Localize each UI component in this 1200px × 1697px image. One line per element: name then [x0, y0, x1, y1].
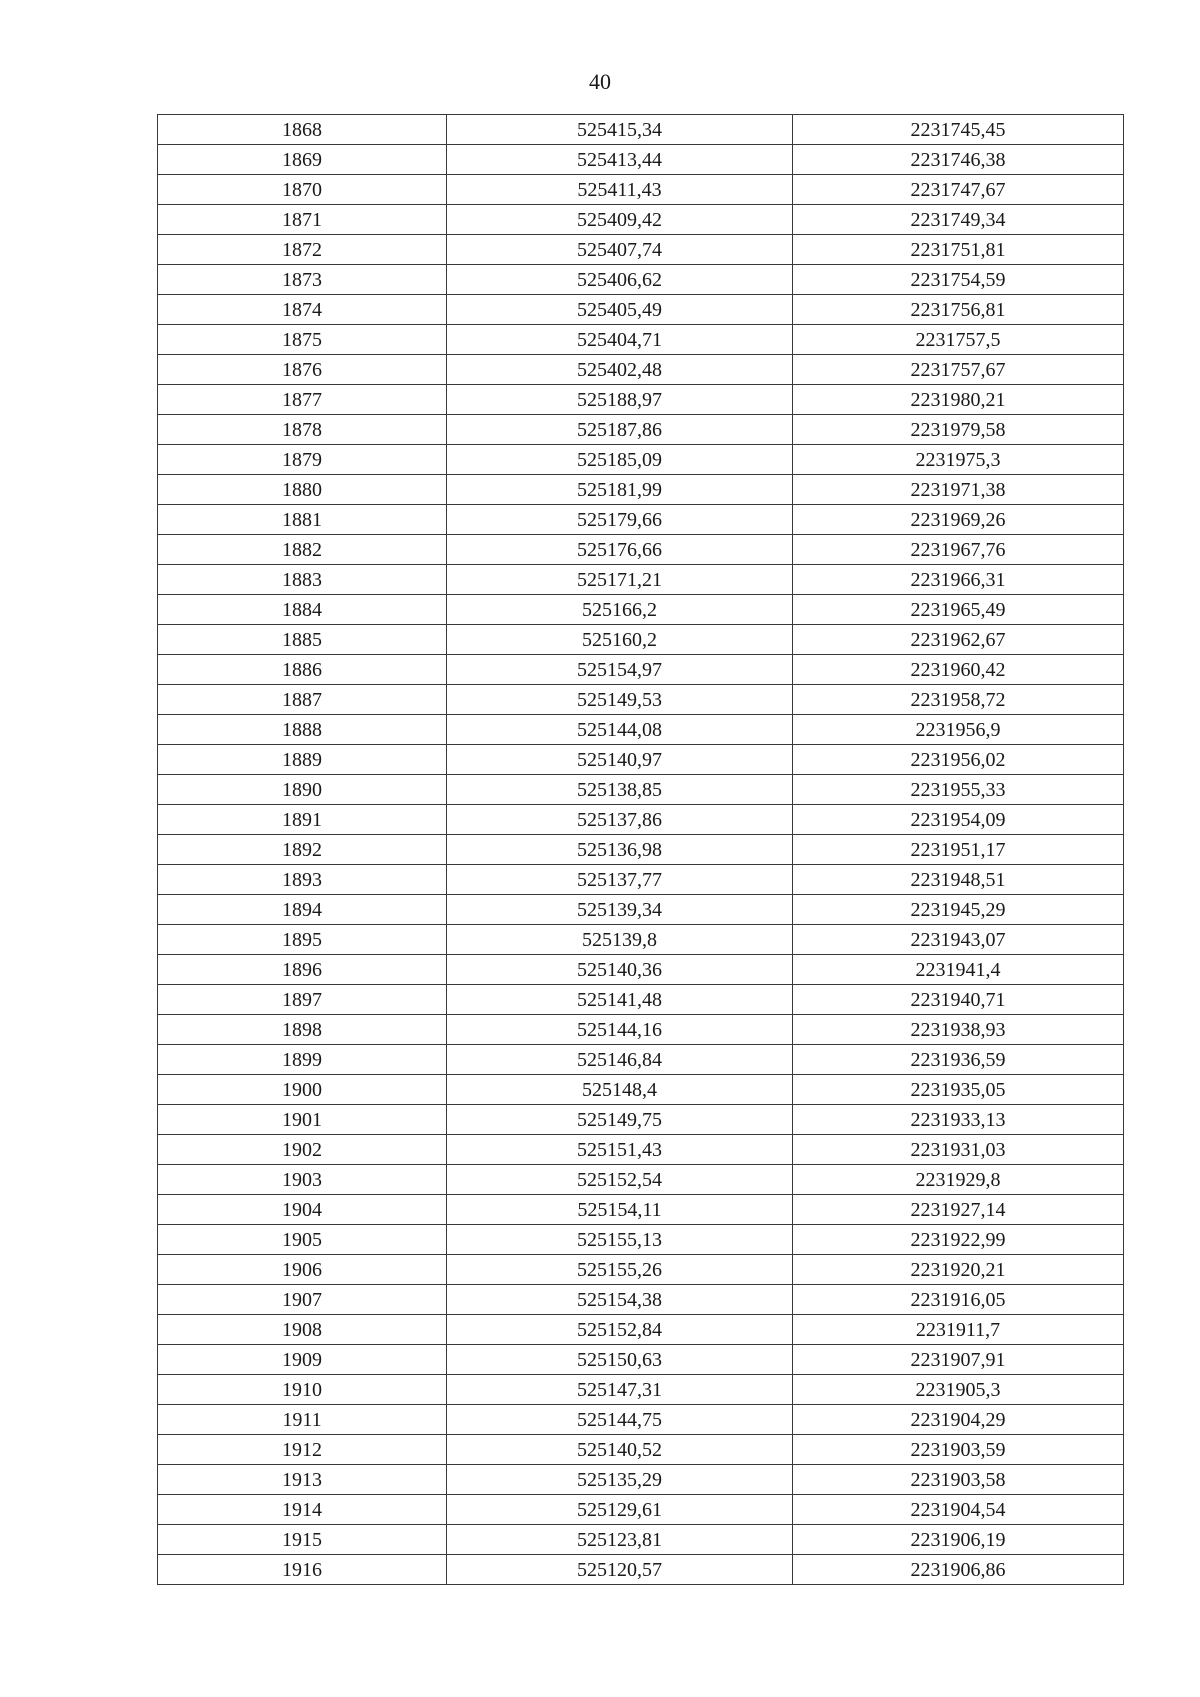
x-coordinate-cell: 525404,71 — [447, 325, 793, 355]
table-row — [158, 805, 1124, 835]
table-row — [158, 865, 1124, 895]
x-coordinate-cell: 525149,53 — [447, 685, 793, 715]
x-coordinate-cell: 525123,81 — [447, 1525, 793, 1555]
y-coordinate-cell: 2231941,4 — [793, 955, 1124, 985]
point-number-cell: 1868 — [158, 115, 447, 145]
y-coordinate-cell: 2231980,21 — [793, 385, 1124, 415]
page-number: 40 — [589, 69, 611, 94]
point-number-cell: 1887 — [158, 685, 447, 715]
point-number-cell: 1876 — [158, 355, 447, 385]
y-coordinate-cell: 2231931,03 — [793, 1135, 1124, 1165]
y-coordinate-cell: 2231927,14 — [793, 1195, 1124, 1225]
table-row — [158, 595, 1124, 625]
table-row — [158, 685, 1124, 715]
table-row — [158, 265, 1124, 295]
x-coordinate-cell: 525152,84 — [447, 1315, 793, 1345]
point-number-cell: 1899 — [158, 1045, 447, 1075]
x-coordinate-cell: 525407,74 — [447, 235, 793, 265]
y-coordinate-cell: 2231956,02 — [793, 745, 1124, 775]
point-number-cell: 1903 — [158, 1165, 447, 1195]
table-row — [158, 1165, 1124, 1195]
y-coordinate-cell: 2231948,51 — [793, 865, 1124, 895]
y-coordinate-cell: 2231751,81 — [793, 235, 1124, 265]
point-number-cell: 1890 — [158, 775, 447, 805]
point-number-cell: 1891 — [158, 805, 447, 835]
point-number-cell: 1904 — [158, 1195, 447, 1225]
x-coordinate-cell: 525166,2 — [447, 595, 793, 625]
x-coordinate-cell: 525179,66 — [447, 505, 793, 535]
point-number-cell: 1909 — [158, 1345, 447, 1375]
y-coordinate-cell: 2231929,8 — [793, 1165, 1124, 1195]
y-coordinate-cell: 2231969,26 — [793, 505, 1124, 535]
table-row — [158, 475, 1124, 505]
table-row — [158, 625, 1124, 655]
table-row — [158, 1495, 1124, 1525]
y-coordinate-cell: 2231956,9 — [793, 715, 1124, 745]
point-number-cell: 1907 — [158, 1285, 447, 1315]
x-coordinate-cell: 525144,75 — [447, 1405, 793, 1435]
table-row — [158, 175, 1124, 205]
table-row — [158, 235, 1124, 265]
x-coordinate-cell: 525171,21 — [447, 565, 793, 595]
y-coordinate-cell: 2231905,3 — [793, 1375, 1124, 1405]
x-coordinate-cell: 525415,34 — [447, 115, 793, 145]
y-coordinate-cell: 2231745,45 — [793, 115, 1124, 145]
point-number-cell: 1895 — [158, 925, 447, 955]
table-row — [158, 415, 1124, 445]
point-number-cell: 1908 — [158, 1315, 447, 1345]
x-coordinate-cell: 525140,36 — [447, 955, 793, 985]
y-coordinate-cell: 2231955,33 — [793, 775, 1124, 805]
y-coordinate-cell: 2231756,81 — [793, 295, 1124, 325]
point-number-cell: 1886 — [158, 655, 447, 685]
x-coordinate-cell: 525139,34 — [447, 895, 793, 925]
table-row — [158, 565, 1124, 595]
y-coordinate-cell: 2231936,59 — [793, 1045, 1124, 1075]
table-row — [158, 1555, 1124, 1585]
x-coordinate-cell: 525187,86 — [447, 415, 793, 445]
point-number-cell: 1902 — [158, 1135, 447, 1165]
table-row — [158, 535, 1124, 565]
x-coordinate-cell: 525409,42 — [447, 205, 793, 235]
y-coordinate-cell: 2231904,29 — [793, 1405, 1124, 1435]
x-coordinate-cell: 525149,75 — [447, 1105, 793, 1135]
point-number-cell: 1898 — [158, 1015, 447, 1045]
x-coordinate-cell: 525185,09 — [447, 445, 793, 475]
y-coordinate-cell: 2231938,93 — [793, 1015, 1124, 1045]
y-coordinate-cell: 2231916,05 — [793, 1285, 1124, 1315]
y-coordinate-cell: 2231920,21 — [793, 1255, 1124, 1285]
y-coordinate-cell: 2231903,58 — [793, 1465, 1124, 1495]
point-number-cell: 1910 — [158, 1375, 447, 1405]
point-number-cell: 1906 — [158, 1255, 447, 1285]
table-row — [158, 745, 1124, 775]
point-number-cell: 1912 — [158, 1435, 447, 1465]
y-coordinate-cell: 2231754,59 — [793, 265, 1124, 295]
table-row — [158, 1135, 1124, 1165]
y-coordinate-cell: 2231746,38 — [793, 145, 1124, 175]
table-row — [158, 325, 1124, 355]
x-coordinate-cell: 525129,61 — [447, 1495, 793, 1525]
table-row — [158, 1255, 1124, 1285]
x-coordinate-cell: 525176,66 — [447, 535, 793, 565]
y-coordinate-cell: 2231907,91 — [793, 1345, 1124, 1375]
x-coordinate-cell: 525406,62 — [447, 265, 793, 295]
y-coordinate-cell: 2231943,07 — [793, 925, 1124, 955]
x-coordinate-cell: 525154,11 — [447, 1195, 793, 1225]
x-coordinate-cell: 525181,99 — [447, 475, 793, 505]
table-row — [158, 205, 1124, 235]
x-coordinate-cell: 525405,49 — [447, 295, 793, 325]
y-coordinate-cell: 2231971,38 — [793, 475, 1124, 505]
y-coordinate-cell: 2231906,19 — [793, 1525, 1124, 1555]
table-row — [158, 1435, 1124, 1465]
point-number-cell: 1915 — [158, 1525, 447, 1555]
y-coordinate-cell: 2231975,3 — [793, 445, 1124, 475]
point-number-cell: 1889 — [158, 745, 447, 775]
x-coordinate-cell: 525411,43 — [447, 175, 793, 205]
y-coordinate-cell: 2231962,67 — [793, 625, 1124, 655]
point-number-cell: 1873 — [158, 265, 447, 295]
point-number-cell: 1878 — [158, 415, 447, 445]
table-row — [158, 775, 1124, 805]
point-number-cell: 1888 — [158, 715, 447, 745]
table-row — [158, 1285, 1124, 1315]
table-row — [158, 1045, 1124, 1075]
y-coordinate-cell: 2231960,42 — [793, 655, 1124, 685]
y-coordinate-cell: 2231933,13 — [793, 1105, 1124, 1135]
point-number-cell: 1877 — [158, 385, 447, 415]
point-number-cell: 1869 — [158, 145, 447, 175]
table-row — [158, 1375, 1124, 1405]
point-number-cell: 1916 — [158, 1555, 447, 1585]
coordinates-table — [157, 114, 1124, 1585]
point-number-cell: 1884 — [158, 595, 447, 625]
point-number-cell: 1892 — [158, 835, 447, 865]
x-coordinate-cell: 525140,97 — [447, 745, 793, 775]
x-coordinate-cell: 525160,2 — [447, 625, 793, 655]
y-coordinate-cell: 2231749,34 — [793, 205, 1124, 235]
point-number-cell: 1880 — [158, 475, 447, 505]
point-number-cell: 1881 — [158, 505, 447, 535]
y-coordinate-cell: 2231966,31 — [793, 565, 1124, 595]
table-row — [158, 1225, 1124, 1255]
table-row — [158, 895, 1124, 925]
table-row — [158, 1525, 1124, 1555]
point-number-cell: 1871 — [158, 205, 447, 235]
point-number-cell: 1882 — [158, 535, 447, 565]
point-number-cell: 1900 — [158, 1075, 447, 1105]
table-row — [158, 655, 1124, 685]
x-coordinate-cell: 525154,38 — [447, 1285, 793, 1315]
point-number-cell: 1872 — [158, 235, 447, 265]
x-coordinate-cell: 525141,48 — [447, 985, 793, 1015]
point-number-cell: 1897 — [158, 985, 447, 1015]
point-number-cell: 1879 — [158, 445, 447, 475]
table-row — [158, 505, 1124, 535]
y-coordinate-cell: 2231922,99 — [793, 1225, 1124, 1255]
point-number-cell: 1901 — [158, 1105, 447, 1135]
x-coordinate-cell: 525154,97 — [447, 655, 793, 685]
x-coordinate-cell: 525402,48 — [447, 355, 793, 385]
x-coordinate-cell: 525151,43 — [447, 1135, 793, 1165]
x-coordinate-cell: 525137,86 — [447, 805, 793, 835]
y-coordinate-cell: 2231911,7 — [793, 1315, 1124, 1345]
point-number-cell: 1914 — [158, 1495, 447, 1525]
y-coordinate-cell: 2231940,71 — [793, 985, 1124, 1015]
point-number-cell: 1894 — [158, 895, 447, 925]
x-coordinate-cell: 525150,63 — [447, 1345, 793, 1375]
x-coordinate-cell: 525137,77 — [447, 865, 793, 895]
table-row — [158, 715, 1124, 745]
y-coordinate-cell: 2231965,49 — [793, 595, 1124, 625]
x-coordinate-cell: 525148,4 — [447, 1075, 793, 1105]
point-number-cell: 1870 — [158, 175, 447, 205]
table-row — [158, 1195, 1124, 1225]
y-coordinate-cell: 2231967,76 — [793, 535, 1124, 565]
point-number-cell: 1913 — [158, 1465, 447, 1495]
table-row — [158, 145, 1124, 175]
y-coordinate-cell: 2231757,5 — [793, 325, 1124, 355]
table-row — [158, 1465, 1124, 1495]
y-coordinate-cell: 2231904,54 — [793, 1495, 1124, 1525]
table-row — [158, 355, 1124, 385]
y-coordinate-cell: 2231945,29 — [793, 895, 1124, 925]
y-coordinate-cell: 2231747,67 — [793, 175, 1124, 205]
point-number-cell: 1885 — [158, 625, 447, 655]
table-row — [158, 385, 1124, 415]
point-number-cell: 1905 — [158, 1225, 447, 1255]
table-row — [158, 925, 1124, 955]
table-row — [158, 835, 1124, 865]
y-coordinate-cell: 2231903,59 — [793, 1435, 1124, 1465]
point-number-cell: 1896 — [158, 955, 447, 985]
table-row — [158, 445, 1124, 475]
point-number-cell: 1874 — [158, 295, 447, 325]
table-row — [158, 295, 1124, 325]
table-row — [158, 1075, 1124, 1105]
y-coordinate-cell: 2231951,17 — [793, 835, 1124, 865]
table-row — [158, 1105, 1124, 1135]
table-row — [158, 1405, 1124, 1435]
x-coordinate-cell: 525144,08 — [447, 715, 793, 745]
point-number-cell: 1875 — [158, 325, 447, 355]
table-row — [158, 985, 1124, 1015]
y-coordinate-cell: 2231979,58 — [793, 415, 1124, 445]
x-coordinate-cell: 525135,29 — [447, 1465, 793, 1495]
x-coordinate-cell: 525139,8 — [447, 925, 793, 955]
y-coordinate-cell: 2231906,86 — [793, 1555, 1124, 1585]
x-coordinate-cell: 525146,84 — [447, 1045, 793, 1075]
x-coordinate-cell: 525140,52 — [447, 1435, 793, 1465]
table-row — [158, 1315, 1124, 1345]
y-coordinate-cell: 2231954,09 — [793, 805, 1124, 835]
point-number-cell: 1893 — [158, 865, 447, 895]
x-coordinate-cell: 525136,98 — [447, 835, 793, 865]
x-coordinate-cell: 525188,97 — [447, 385, 793, 415]
table-row — [158, 1345, 1124, 1375]
coordinates-table-body — [158, 115, 1124, 1585]
x-coordinate-cell: 525413,44 — [447, 145, 793, 175]
x-coordinate-cell: 525152,54 — [447, 1165, 793, 1195]
y-coordinate-cell: 2231958,72 — [793, 685, 1124, 715]
x-coordinate-cell: 525155,26 — [447, 1255, 793, 1285]
y-coordinate-cell: 2231757,67 — [793, 355, 1124, 385]
x-coordinate-cell: 525147,31 — [447, 1375, 793, 1405]
point-number-cell: 1911 — [158, 1405, 447, 1435]
table-row — [158, 1015, 1124, 1045]
x-coordinate-cell: 525138,85 — [447, 775, 793, 805]
y-coordinate-cell: 2231935,05 — [793, 1075, 1124, 1105]
x-coordinate-cell: 525144,16 — [447, 1015, 793, 1045]
x-coordinate-cell: 525120,57 — [447, 1555, 793, 1585]
point-number-cell: 1883 — [158, 565, 447, 595]
x-coordinate-cell: 525155,13 — [447, 1225, 793, 1255]
table-row — [158, 955, 1124, 985]
table-row — [158, 115, 1124, 145]
